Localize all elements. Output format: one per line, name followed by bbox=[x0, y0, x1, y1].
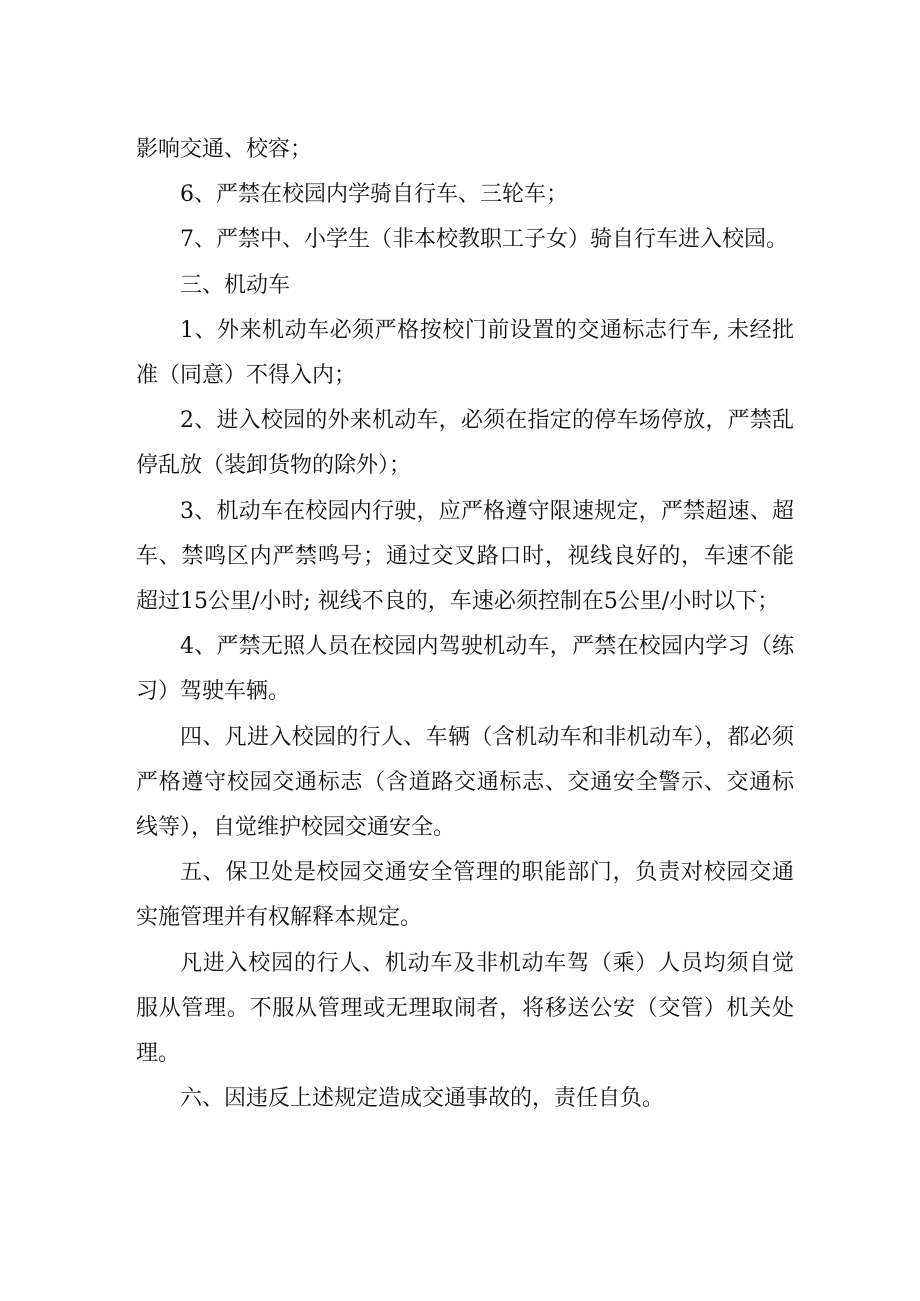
section-heading-motor-vehicles: 三、机动车 bbox=[180, 272, 291, 298]
paragraph-motor-rule-4: 4、严禁无照人员在校园内驾驶机动车，严禁在校园内学习（练习）驾驶车辆。 bbox=[136, 634, 794, 705]
section-six: 六、因违反上述规定造成交通事故的，责任自负。 bbox=[180, 1086, 665, 1112]
section-four: 四、凡进入校园的行人、车辆（含机动车和非机动车），都必须严格遵守校园交通标志（含道路交通标志、交通安全警示、交通标线等），自觉维护校园交通安全。 bbox=[136, 724, 794, 841]
document-body bbox=[136, 127, 794, 1121]
paragraph-motor-rule-1: 1、外来机动车必须严格按校门前设置的交通标志行车, 未经批准（同意）不得入内； bbox=[136, 317, 794, 389]
paragraph-continuation: 影响交通、校容； bbox=[136, 137, 313, 162]
paragraph-compliance: 凡进入校园的行人、机动车及非机动车驾（乘）人员均须自觉服从管理。不服从管理或无理取闹者，将移送公安（交管）机关处理。 bbox=[136, 950, 794, 1067]
paragraph-rule-7: 7、严禁中、小学生（非本校教职工子女）骑自行车进入校园。 bbox=[180, 227, 788, 253]
section-five: 五、保卫处是校园交通安全管理的职能部门，负责对校园交通实施管理并有权解释本规定。 bbox=[136, 860, 794, 931]
paragraph-motor-rule-3: 3、机动车在校园内行驶，应严格遵守限速规定，严禁超速、超车、禁鸣区内严禁鸣号；通过交叉路口时，视线良好的，车速不能超过15公里/小时; 视线不良的，车速必须控制在5公里/小时以下； bbox=[136, 498, 794, 615]
paragraph-motor-rule-2: 2、进入校园的外来机动车，必须在指定的停车场停放，严禁乱停乱放（装卸货物的除外）； bbox=[136, 408, 794, 479]
paragraph-rule-6: 6、严禁在校园内学骑自行车、三轮车； bbox=[180, 182, 568, 208]
